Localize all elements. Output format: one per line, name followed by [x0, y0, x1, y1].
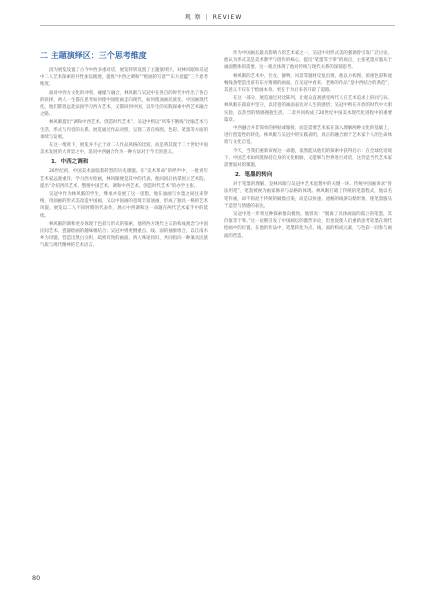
- paragraph: 在这一维度下，展览并不止于对二人作品风格的比较，而是将其置于二十世纪中国美术发展的大背景之中，追问中西融合作为一种方法对于今天的意义。: [40, 143, 208, 156]
- page-number: 80: [32, 574, 41, 582]
- left-column: [40, 50, 208, 251]
- paragraph: 在这一部分，展览通过对比陈列，让观众直观感受两代人在艺术追求上的同与异。林风眠在孤寂中坚守，以诗意的画面表达对人生的感悟；吴冠中则在开放的时代中大胆实验，以热烈的情感拥抱生活。二者共同构成了20世纪中国美术现代化进程中的重要篇章。: [224, 96, 392, 123]
- paragraph: 对于笔墨的理解，是林风眠与吴冠中艺术思想中的关键一环。传统中国画讲求“骨法用笔”，笔墨被视为画家修养与品格的体现。林风眠打破了传统的笔墨程式，他以毛笔作画，却不拘泥于传统的皴擦点染，而是以快速、流畅的线条勾勒形象，使笔墨服从于造型与情感的表达。: [224, 182, 392, 209]
- paragraph: 林风眠提出“调和中西艺术，创造时代艺术”，吴冠中则以“风筝不断线”比喻艺术与生活、形式与内容的关系。展览通过作品对照，呈现二者在构图、色彩、笔墨等方面的承续与发展。: [40, 120, 208, 140]
- paragraph: 吴冠中作为林风眠的学生，继承并发展了这一思想。他在油画与水墨之间往来穿梭，用油画的形式美改造中国画，又以中国画的意境丰富油画，形成了独具一格的艺术风貌。展览以二人不同时期的代表作，展示中西调和这一命题在两代艺术家手中的延续。: [40, 192, 208, 219]
- running-header: [0, 12, 427, 21]
- paragraph: 今天，当我们重新审视这一命题，依然能从他们的探索中获得启示：在全球化语境下，中国艺术如何既保持自身的文化根脉，又能够与世界进行对话，这仍是当代艺术家需要面对的课题。: [224, 148, 392, 169]
- paragraph: 林风眠的调和更多体现于色彩与形式的探索，他将西方现代主义的构成观念与中国民间艺术、瓷器绘画的趣味相结合；吴冠中则更侧重点、线、面的抽象组合，以江南水乡为母题，营造出黑白交织、疏密有致的画面。两人殊途同归，共同指向一种兼具民族气质与现代精神的艺术语言。: [40, 221, 208, 249]
- subsection-heading: 1．中西之调和: [51, 159, 89, 166]
- paragraph: 因为展览设置了古今中西多重对话，展览特别设置了主题演绎区，对林风眠和吴冠中二人艺术探索的共性加以梳理，提炼“中西之调和”“绘画的写意”“东方意蕴”三个思考维度。: [40, 68, 208, 88]
- paragraph: 面对中西方文化的冲突、碰撞与融合，林风眠与吴冠中在各自的时代中作出了各自的抉择。两人一生都在思考如何使中国绘画走向现代，如何使油画民族化、中国画现代化。他们都曾远赴法国学习西方艺术，又都回到中国，以毕生的实践探索中西艺术融合之路。: [40, 90, 208, 118]
- header-rule: [40, 25, 395, 26]
- section-title: 二 主题演绎区：三个思考维度: [40, 51, 147, 60]
- header-section-name: 观 察: [184, 14, 202, 21]
- right-column: [224, 50, 392, 241]
- subsection-heading: 2．笔墨的转向: [235, 172, 273, 179]
- paragraph: 吴冠中进一步将这种探索推向极致。他曾说：“脱离了具体画面的孤立的笔墨，其价值等于零。”这一论断引发了中国画坛的激烈争论，但也促使人们重新思考笔墨在现代绘画中的位置。在他的作品中，笔墨转化为点、线、面的构成元素，与色彩一同参与画面的营造。: [224, 212, 392, 239]
- paragraph: 中西融合并非简单的拼贴或嫁接，而是需要艺术家在深入理解两种文化的基础上，进行创造性的转化。林风眠与吴冠中的实践表明，真正的融合源于艺术家个人的生命体验与文化自觉。: [224, 126, 392, 146]
- paragraph: 林风眠的艺术中，仕女、静物、风景等题材反复出现，他以方构图、浓重色彩和流畅线条塑造出富有东方情调的画面。在吴冠中看来，老师的作品“是中西结合的典范”，其意义不仅在于绘画本身，更在于为后来者开辟了道路。: [224, 73, 392, 94]
- header-section-english: REVIEW: [212, 14, 243, 21]
- header-separator: |: [205, 14, 209, 21]
- paragraph: 作为中国画坛最具影响力的艺术家之一，吴冠中对形式美的强调曾引发广泛讨论。他认为形式美是美术教学与创作的核心，提出“笔墨等于零”的观点，主张笔墨应服从于画面整体的需要。这一观点体现了他对传统与现代关系的深刻思考。: [224, 51, 392, 71]
- paragraph: 20世纪初，中国美术面临着转型的历史课题。在“美术革命”的呼声中，一批青年艺术家远渡重洋，学习西方绘画，林风眠便是其中的代表。他回国后执掌国立艺术院，提出“介绍西洋艺术，整理中国艺术，调和中西艺术，创造时代艺术”的办学主张。: [40, 169, 208, 189]
